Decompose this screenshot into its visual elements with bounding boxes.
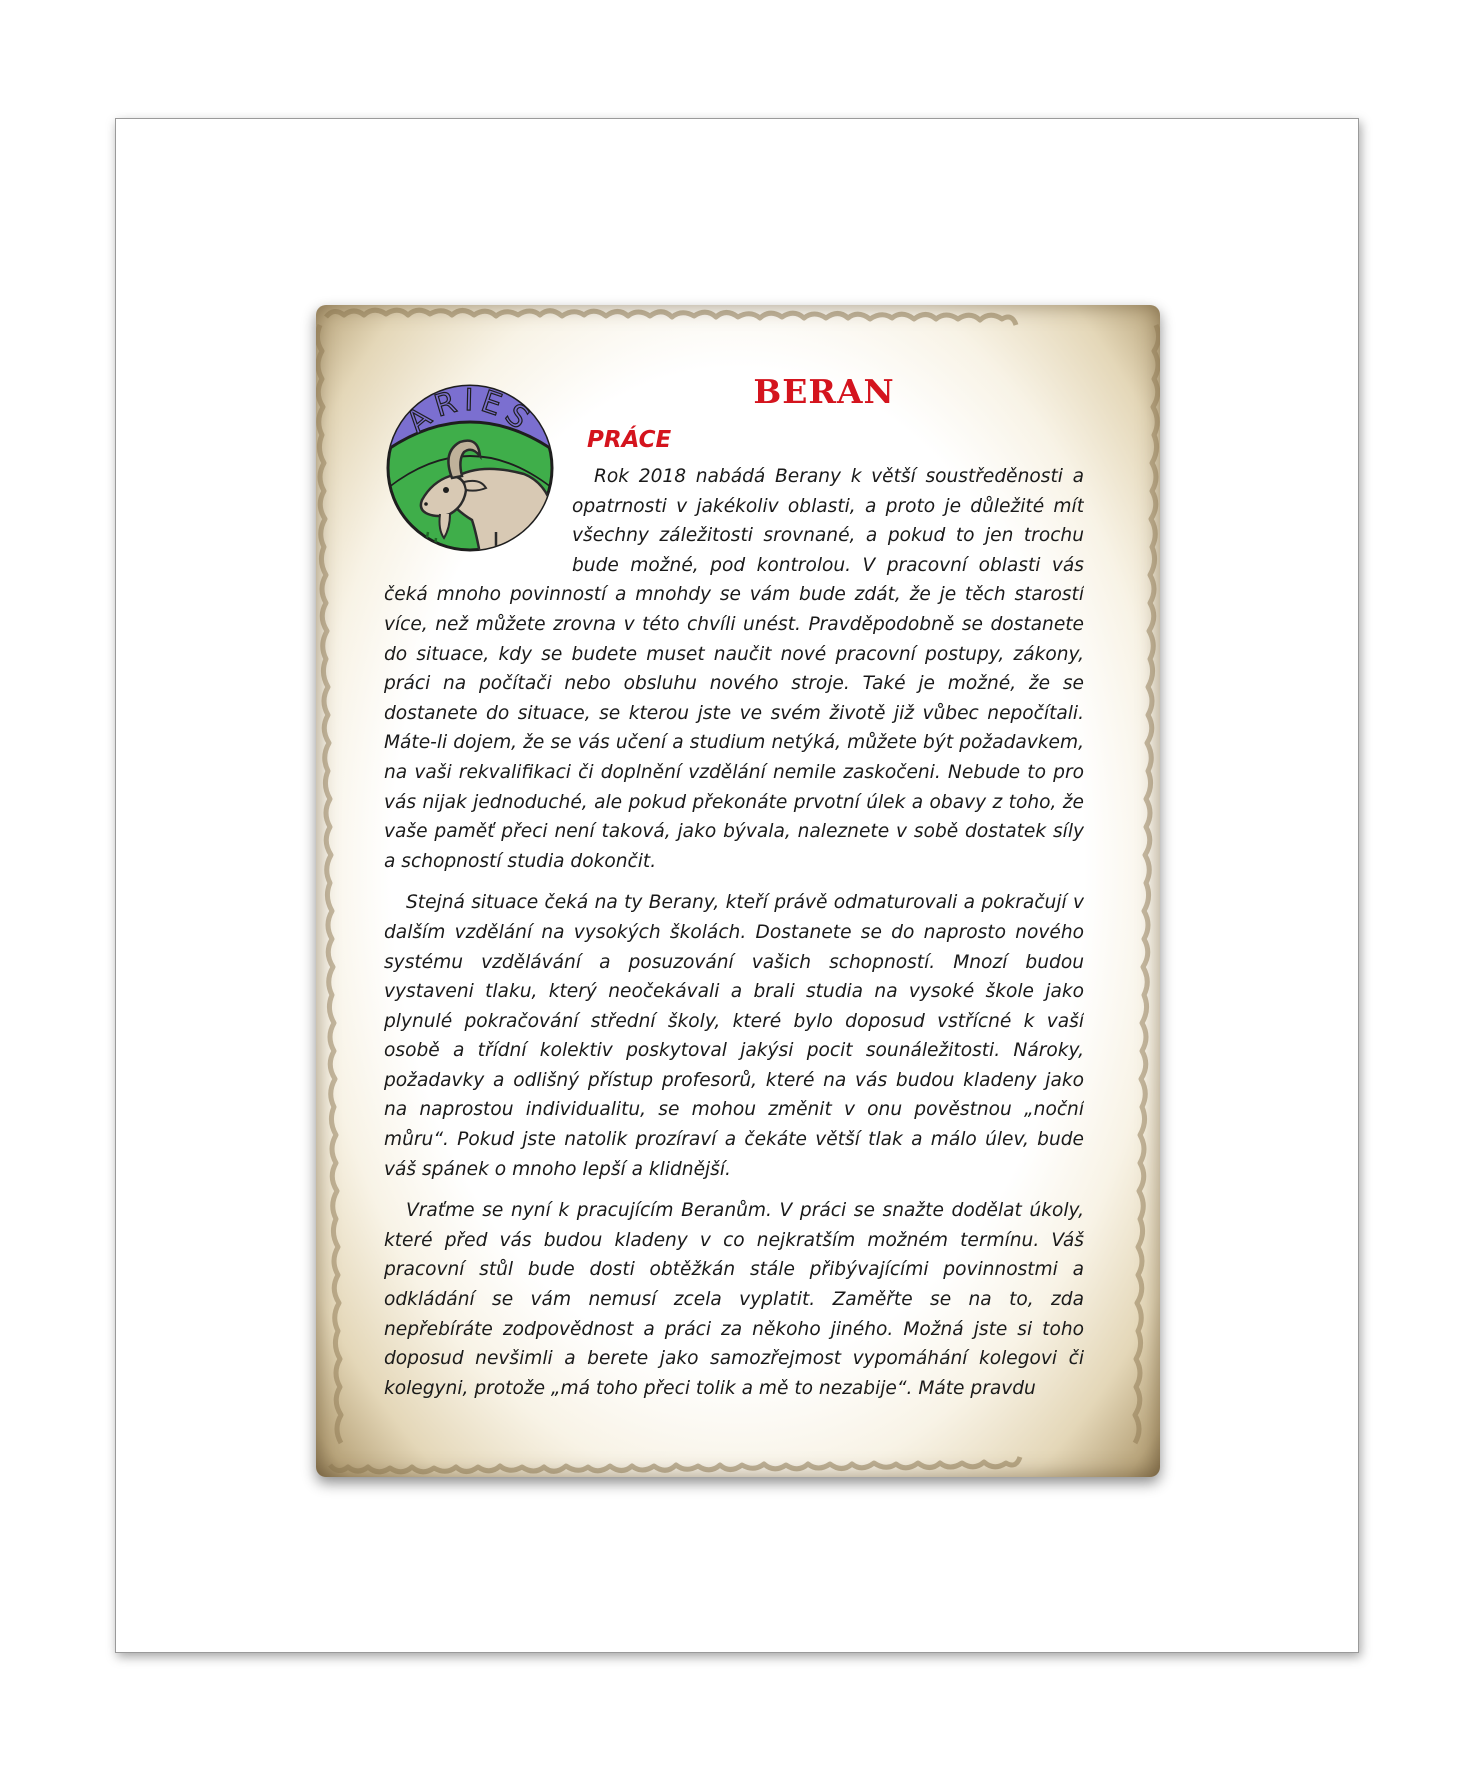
paragraph-2: Stejná situace čeká na ty Berany, kteří právě odmaturovali a pokračují v dalším vzdělání na vysokých školách. Dostanete se do naprosto nového systému vzdělávání a posuzování vašich schopností. Mnozí budou vystaveni tlaku, který neočekávali a brali studia na vysoké škole jako plynulé pokračování střední školy, které bylo doposud vstřícné k vaší osobě a třídní kolektiv poskytoval jakýsi pocit sounáležitosti. Nároky, požadavky a odlišný přístup profesorů, které na vás budou kladeny jako na naprostou individualitu, se mohou změnit v onu pověstnou „noční můru“. Pokud jste natolik prozíraví a čekáte větší tlak a málo úlev, bude váš spánek o mnoho lepší a klidnější. — [384, 892, 1084, 1180]
paragraph-3: Vraťme se nyní k pracujícím Beranům. V práci se snažte dodělat úkoly, které před vás budou kladeny v co nejkratším možném termínu. Váš pracovní stůl bude dosti obtěžkán stále přibývajícími povinnostmi a odkládání se vám nemusí zcela vyplatit. Zaměřte se na to, zda nepřebíráte zodpovědnost a práci za někoho jiného. Možná jste si toho doposud nevšimli a berete jako samozřejmost vypomáhání kolegovi či kolegyni, protože „má toho přeci tolik a mě to nezabije“. Máte pravdu — [384, 1200, 1084, 1399]
paragraph-1: Rok 2018 nabádá Berany k větší soustředěnosti a opatrnosti v jakékoliv oblasti, a proto je důležité mít všechny záležitosti srovnané, a pokud to jen trochu bude možné, pod kontrolou. V pracovní oblasti vás čeká mnoho povinností a mnohdy se vám bude zdát, že je těch starostí více, než můžete zrovna v této chvíli unést. Pravděpodobně se dostanete do situace, kdy se budete muset naučit nové pracovní postupy, zákony, práci na počítači nebo obsluhu nového stroje. Také je možné, že se dostanete do situace, se kterou jste ve svém životě již vůbec nepočítali. Máte-li dojem, že se vás učení a studium netýká, můžete být požadavkem, na vaši rekvalifikaci či doplnění vzdělání nemile zaskočeni. Nebude to pro vás nijak jednoduché, ale pokud překonáte prvotní úlek a obavy z toho, že vaše paměť přeci není taková, jako bývala, naleznete v sobě dostatek síly a schopností studia dokončit. — [384, 466, 1084, 872]
body-text — [384, 462, 1084, 1402]
card-content — [384, 372, 1084, 1402]
emblem-wrap-spacer — [384, 462, 572, 580]
page-title: BERAN — [753, 372, 895, 411]
emblem-label: ARIES — [400, 382, 540, 441]
section-heading: PRÁCE — [587, 427, 672, 453]
